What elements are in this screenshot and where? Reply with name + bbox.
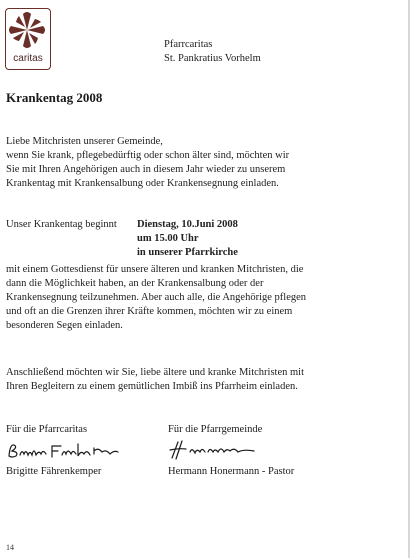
intro-line: Krankentag mit Krankensalbung oder Krankensegnung einladen.: [6, 178, 279, 189]
org-line-1: Pfarrcaritas: [164, 39, 213, 50]
intro-line: Sie mit Ihren Angehörigen auch in diesem Jahr wieder zu unserem: [6, 164, 286, 175]
logo-wordmark: caritas: [13, 53, 43, 64]
event-line: und oft an die Grenzen ihrer Kräfte kommen, möchten wir zu einem: [6, 306, 293, 317]
intro-paragraph: [6, 135, 289, 191]
intro-line: Liebe Mitchristen unserer Gemeinde,: [6, 136, 163, 147]
page-number: 14: [6, 543, 14, 552]
right-signature-label: Für die Pfarrgemeinde: [168, 424, 263, 435]
event-time: um 15.00 Uhr: [137, 233, 199, 244]
caritas-logo: [5, 8, 51, 70]
organization-block: [164, 38, 261, 66]
event-line: dann die Möglichkeit haben, an der Krankensalbung oder der: [6, 278, 264, 289]
document-title: Krankentag 2008: [6, 90, 103, 105]
event-paragraph: [6, 263, 306, 333]
left-handwritten-signature: [6, 440, 126, 462]
event-prefix: Unser Krankentag beginnt: [6, 219, 117, 230]
event-line: Krankensegnung teilzunehmen. Aber auch alle, die Angehörige pflegen: [6, 292, 307, 303]
closing-line: Ihren Begleitern zu einem gemütlichen Imbiß ins Pfarrheim einladen.: [6, 381, 298, 392]
intro-line: wenn Sie krank, pflegebedürftig oder schon älter sind, möchten wir: [6, 150, 290, 161]
org-line-2: St. Pankratius Vorhelm: [164, 53, 261, 64]
left-signature-label: Für die Pfarrcaritas: [6, 424, 88, 435]
event-line: mit einem Gottesdienst für unsere älteren und kranken Mitchristen, die: [6, 264, 304, 275]
event-place: in unserer Pfarrkirche: [137, 247, 238, 258]
right-handwritten-signature: [168, 438, 268, 462]
event-date: Dienstag, 10.Juni 2008: [137, 219, 238, 230]
closing-line: Anschließend möchten wir Sie, liebe ältere und kranke Mitchristen mit: [6, 367, 304, 378]
caritas-flame-cross-icon: [7, 10, 47, 52]
right-signatory-name: Hermann Honermann - Pastor: [168, 466, 295, 477]
closing-paragraph: [6, 366, 304, 394]
left-signatory-name: Brigitte Fährenkemper: [6, 466, 102, 477]
event-line: besonderen Segen einladen.: [6, 320, 123, 331]
